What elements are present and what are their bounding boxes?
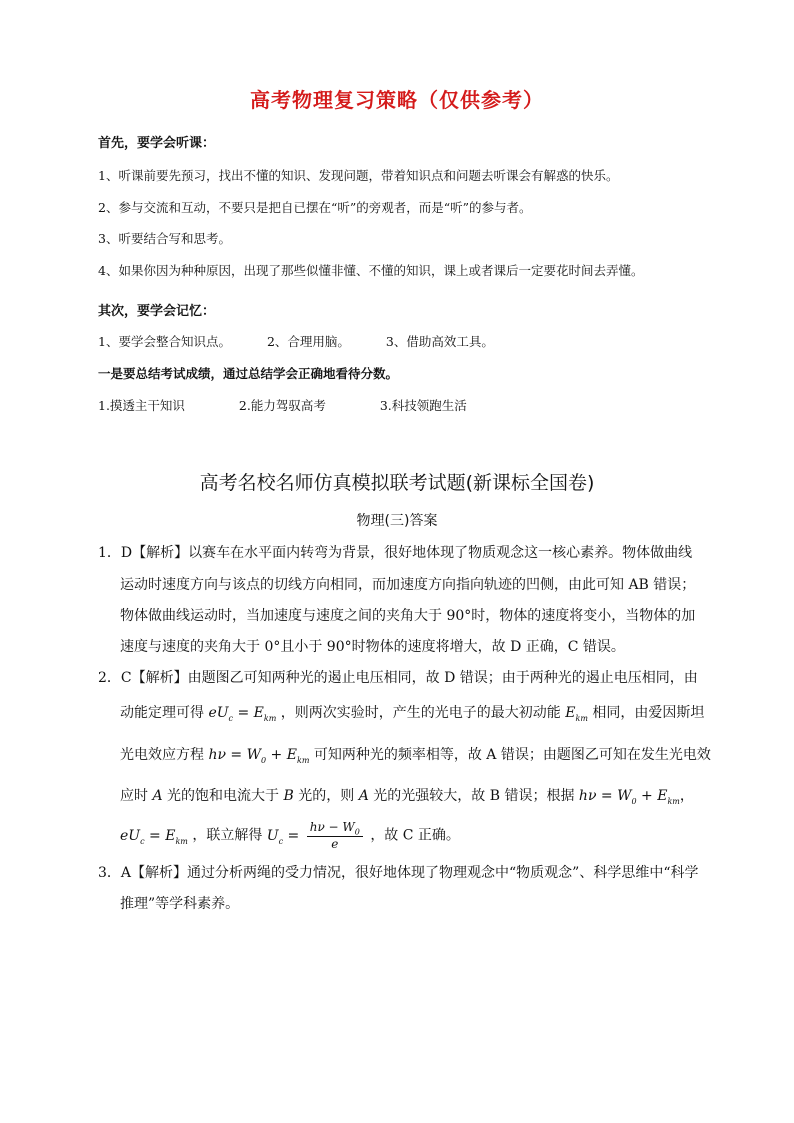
- formula-photoelectric-equation: $h\nu = W_0 + E_{km}$: [578, 788, 680, 806]
- formula-eUc-Ekm: $eU_c = E_{km}$: [208, 705, 277, 723]
- page-title: 高考物理复习策略（仅供参考）: [250, 88, 544, 112]
- answer-1-line: 速度与速度的夹角大于 0°且小于 90°时物体的速度将增大，故 D 正确，C 错误。: [120, 639, 625, 655]
- formula-Uc: $U_c$ =: [266, 827, 300, 846]
- formula-fraction: $\frac{h\nu - W_0}{e}$: [307, 820, 363, 851]
- answer-1-line: 运动时速度方向与该点的切线方向相同，而加速度方向指向轨迹的凹侧，由此可知 AB 错误；: [120, 577, 696, 593]
- formula-eUc-Ekm: $eU_c = E_{km}$: [120, 827, 188, 846]
- tip-item: 1.摸透主干知识: [98, 398, 185, 413]
- tips-row: [98, 396, 467, 414]
- memory-tips-row: [98, 332, 494, 350]
- answer-1-line: 物体做曲线运动时，当加速度与速度之间的夹角大于 90°时，物体的速度将变小，当物体的加: [120, 608, 696, 624]
- list-item: 3、听要结合写和思考。: [98, 231, 231, 246]
- answer-2-line: 动能定理可得 $eU_c = E_{km}$ ，则两次实验时，产生的光电子的最大初动能 $E_{km}$ 相同，由爱因斯坦: [120, 705, 705, 723]
- section-heading-listening: 首先，要学会听课：: [98, 136, 216, 151]
- formula-photoelectric-equation: $h\nu = W_0 + E_{km}$: [208, 747, 310, 765]
- exam-title: 高考名校名师仿真模拟联考试题(新课标全国卷): [199, 472, 595, 494]
- list-item: 4、如果你因为种种原因，出现了那些似懂非懂、不懂的知识，课上或者课后一定要花时间去弄懂。: [98, 263, 644, 278]
- formula-A: A: [358, 788, 369, 804]
- emphasis-line: 一是要总结考试成绩，通过总结学会正确地看待分数。: [98, 366, 399, 381]
- list-item: 1、要学会整合知识点。: [98, 334, 231, 349]
- formula-A: A: [152, 788, 163, 804]
- answer-2-line: 2．C【解析】由题图乙可知两种光的遏止电压相同，故 D 错误；由于两种光的遏止电压相同，由: [98, 670, 698, 686]
- answer-2-line: 光电效应方程 $h\nu = W_0 + E_{km}$ 可知两种光的频率相等，故 A 错误；由题图乙可知在发生光电效: [120, 747, 711, 765]
- answer-3-line: 推理”等学科素养。: [120, 896, 240, 912]
- formula-B: B: [283, 788, 294, 804]
- answer-1-line: 1．D【解析】以赛车在水平面内转弯为背景，很好地体现了物质观念这一核心素养。物体做曲线: [98, 545, 693, 561]
- list-item: 2、参与交流和互动，不要只是把自已摆在“听”的旁观者，而是“听”的参与者。: [98, 200, 532, 215]
- list-item: 1、听课前要先预习，找出不懂的知识、发现问题，带着知识点和问题去听课会有解惑的快乐。: [98, 168, 619, 183]
- tip-item: 2.能力驾驭高考: [238, 398, 326, 413]
- list-item: 2、合理用脑。: [266, 334, 350, 349]
- answer-2-line: $eU_c = E_{km}$ ，联立解得 $U_c$ = $\frac{h\nu - W_0}{e}$ ，故 C 正确。: [120, 820, 460, 852]
- formula-Ekm: $E_{km}$: [565, 705, 588, 723]
- list-item: 3、借助高效工具。: [385, 334, 494, 349]
- section-heading-memory: 其次，要学会记忆：: [98, 304, 216, 319]
- exam-subtitle: 物理(三)答案: [356, 513, 438, 529]
- answer-2-line: 应时 A 光的饱和电流大于 B 光的，则 A 光的光强较大，故 B 错误；根据 $h\nu = W_0 + E_{km}$，: [120, 788, 694, 806]
- answer-3-line: 3．A【解析】通过分析两绳的受力情况，很好地体现了物理观念中“物质观念”、科学思维中“科学: [98, 865, 699, 881]
- tip-item: 3.科技领跑生活: [379, 398, 467, 413]
